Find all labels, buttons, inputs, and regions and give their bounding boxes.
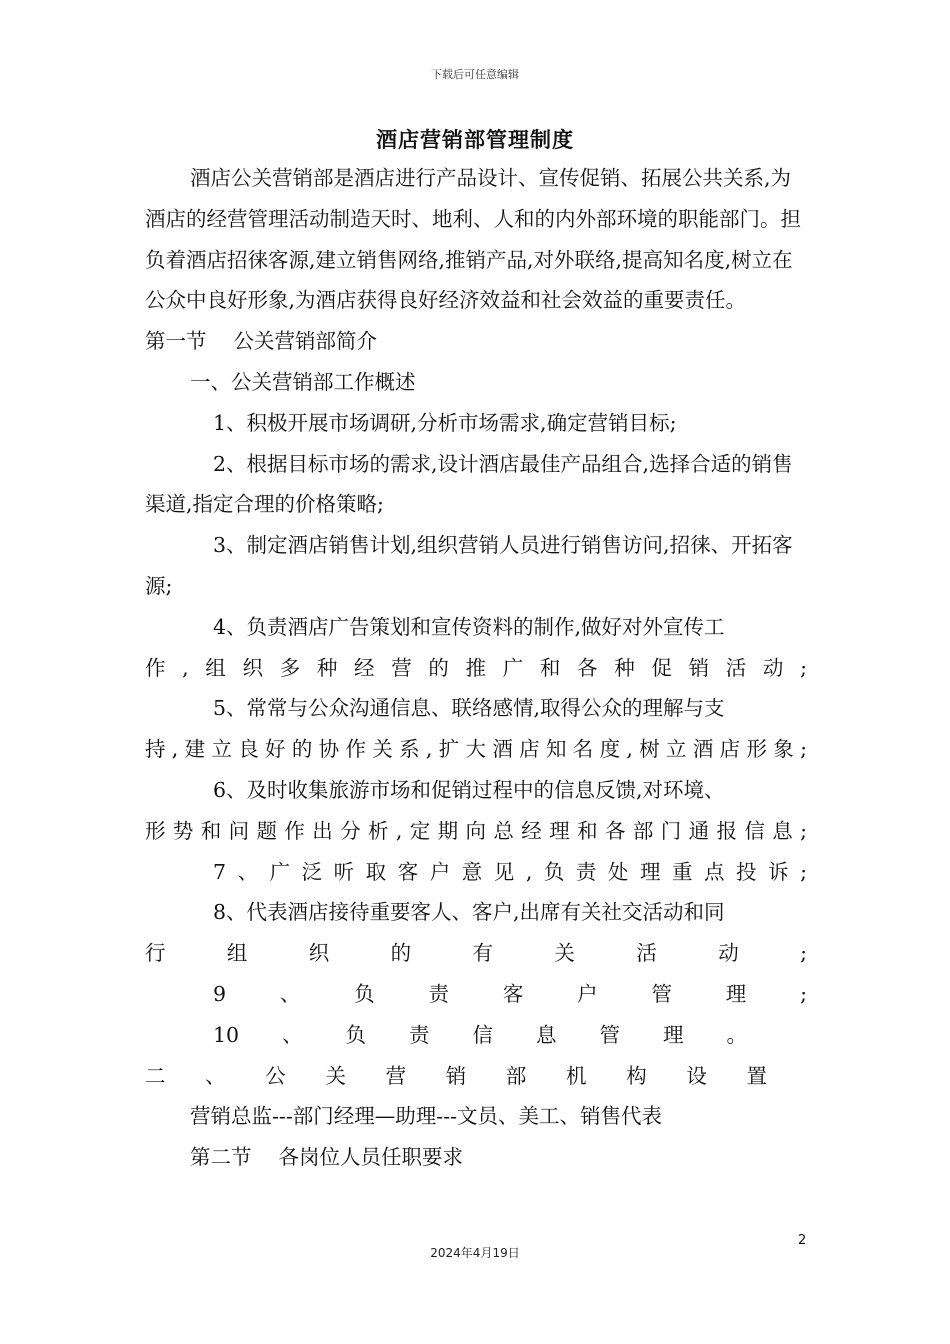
list-item-text: 6、及时收集旅游市场和促销过程中的信息反馈,对环境、 — [213, 777, 725, 802]
footer-date: 2024年4月19日 — [430, 1246, 520, 1260]
list-item-text-justified — [145, 648, 807, 689]
list-item-text: 形势和问题作出分析,定期向总经理和各部门通报信息; — [145, 818, 807, 843]
list-item-text: 的销售渠道,指定合理的价格策略; — [145, 451, 793, 517]
header-note: 下载后可任意编辑 — [431, 68, 519, 81]
list-item-text: 8、代表酒店接待重要客人、客户,出席有关社交活动和同 — [213, 900, 725, 925]
list-item-text: 10、负责信息管理。 — [213, 1022, 747, 1047]
list-item-text: 1、积极开展市场调研,分析市场需求,确定营销目标; — [213, 410, 677, 435]
section2-heading: 第二节 各岗位人员任职要求 — [190, 1145, 464, 1170]
list-item-text: 行组织的有关活动; — [145, 941, 807, 966]
intro-line: 益和社会效益的重要责任。 — [500, 288, 747, 313]
list-item-text: 4、负责酒店广告策划和宣传资料的制作,做好对外宣传工 — [213, 614, 725, 639]
list-item-text: 3、制定酒店销售计划,组织营销人员进行销售访问,招徕、 — [213, 533, 732, 558]
list-item-7 — [145, 852, 807, 893]
subheading-text: 二、公关营销部机构设置 — [145, 1063, 767, 1088]
list-item-6 — [145, 770, 807, 852]
page-number: 2 — [798, 1233, 807, 1248]
list-item-text: 5、常常与公众沟通信息、联络感情,取得公众的理解与支 — [213, 696, 725, 721]
intro-line: 联络,提高知名度,树立在公众中良好形象,为酒店获得良好经济效 — [145, 247, 793, 313]
section1-subheading-2 — [145, 1056, 807, 1097]
list-item-text: 2、根据目标市场的需求,设计酒店最佳产品组合,选择合适 — [213, 451, 732, 476]
list-item-9 — [145, 974, 807, 1015]
list-item-text: 7、广泛听取客户意见,负责处理重点投诉; — [213, 859, 807, 884]
list-item-3 — [145, 525, 807, 607]
list-item-10 — [145, 1015, 807, 1056]
intro-paragraph — [145, 158, 807, 321]
section1-subheading: 一、公关营销部工作概述 — [190, 369, 416, 394]
list-item-1 — [145, 403, 807, 444]
document-title: 酒店营销部管理制度 — [376, 128, 574, 152]
list-item-5 — [145, 688, 807, 770]
intro-line: 酒店公关营销部是酒店进行产品设计、宣传促销、拓展公共 — [190, 166, 723, 190]
list-item-text: 9、负责客户管理; — [213, 981, 807, 1006]
intro-line: 关系,为酒店的经营管理活动制造天时、地利、人和的内外部环境 — [145, 166, 792, 231]
section1-heading: 第一节 公关营销部简介 — [145, 329, 378, 354]
org-chain: 营销总监---部门经理—助理---文员、美工、销售代表 — [190, 1104, 663, 1129]
list-item-2 — [145, 444, 807, 526]
list-item-text: 作,组织多种经营的推广和各种促销活动; — [145, 655, 807, 680]
document-body — [145, 158, 807, 1178]
intro-line: 的职能部门。担负着酒店招徕客源,建立销售网络,推销产品,对外 — [145, 206, 801, 272]
list-item-4 — [145, 607, 807, 689]
list-item-text: 持,建立良好的协作关系,扩大酒店知名度,树立酒店形象; — [145, 737, 807, 762]
list-item-8 — [145, 892, 807, 974]
list-item-text: 开拓客源; — [145, 533, 793, 598]
